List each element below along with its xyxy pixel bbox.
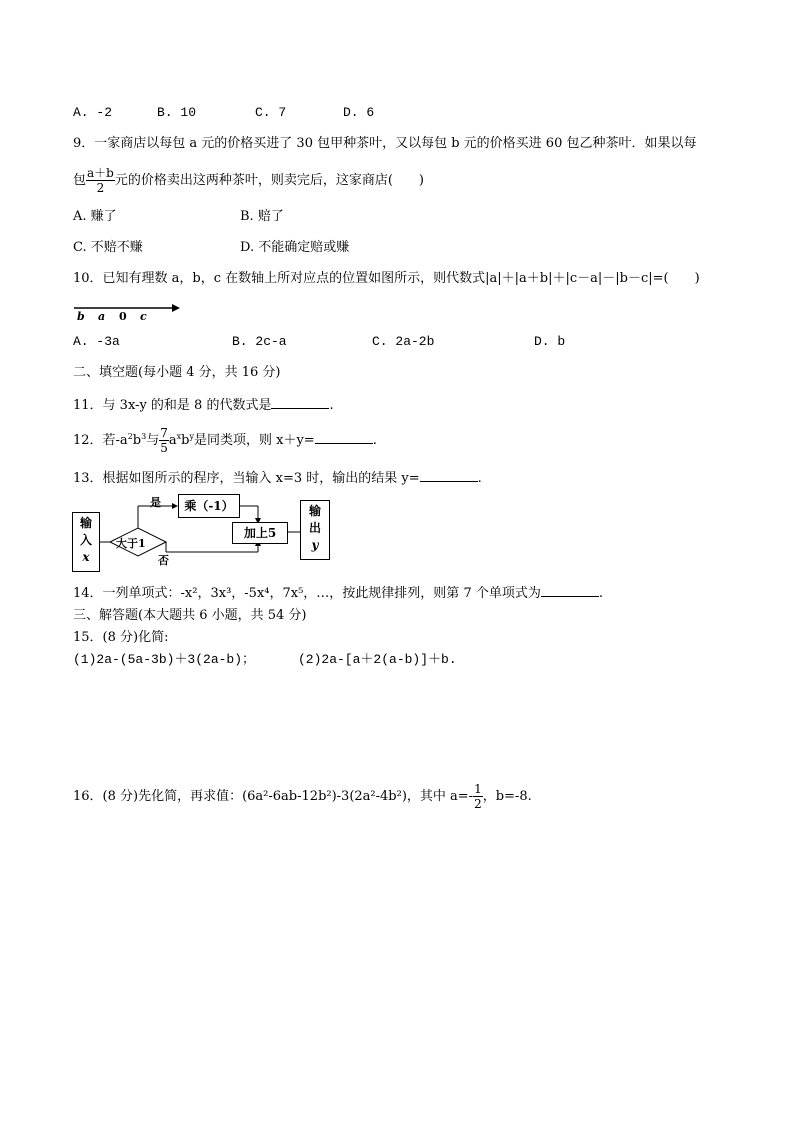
flowchart-input-box <box>72 512 100 572</box>
q16-pre: 16．(8 分)先化简，再求值：(6a²-6ab-12b²)-3(2a²-4b²)，其中 a=- <box>73 789 474 804</box>
q12-mid1: b <box>132 433 142 448</box>
q12-sup4: y <box>189 432 194 441</box>
q10-option-b: B. 2c-a <box>232 334 287 349</box>
q15-title: 15．(8 分)化简: <box>73 630 169 645</box>
flowchart-add-box: 加上5 <box>232 522 288 544</box>
q8-option-c: C. 7 <box>255 105 287 120</box>
q8-option-a: A. -2 <box>73 105 113 120</box>
q12-mid3: a <box>168 433 177 448</box>
flowchart-output-box <box>300 500 330 560</box>
q12-sup2: 3 <box>141 432 147 441</box>
q16-frac-num: 1 <box>474 782 482 796</box>
q11-line <box>73 396 334 414</box>
q16-fraction <box>473 782 483 811</box>
q12-mid4: b <box>181 433 190 448</box>
q14-answer-blank[interactable] <box>541 584 599 597</box>
q10-option-d: D. b <box>534 334 566 349</box>
output-char-1: 输 <box>308 504 321 518</box>
q11-period: . <box>329 398 334 413</box>
q8-option-b: B. 10 <box>157 105 197 120</box>
q9-pre: 包 <box>73 173 87 188</box>
q14-period: . <box>598 586 603 601</box>
q12-frac-num: 7 <box>160 426 168 440</box>
q9-option-c: C. 不赔不赚 <box>73 240 143 255</box>
q10-question: 10．已知有理数 a，b，c 在数轴上所对应点的位置如图所示，则代数式|a|＋|a＋b|＋|c－a|－|b－c|=( ) <box>73 271 700 286</box>
q9-frac-num: a＋b <box>87 166 114 180</box>
flowchart-yes-label: 是 <box>150 496 161 509</box>
q12-frac-den: 5 <box>160 441 168 455</box>
q12-sup1: 2 <box>127 432 133 441</box>
input-char-1: 输 <box>79 516 92 530</box>
q12-period: . <box>372 433 377 448</box>
q12-mid2: 与 <box>146 433 160 448</box>
q10-option-a: A. -3a <box>73 334 120 349</box>
q15-part1: (1)2a-(5a-3b)＋3(2a-b)； <box>73 652 256 667</box>
number-line-arrow <box>172 304 180 312</box>
q13-period: . <box>477 471 482 486</box>
output-var: y <box>311 538 319 552</box>
q12-sup3: x <box>176 432 182 441</box>
q9-option-a: A. 赚了 <box>73 209 117 224</box>
q12-line <box>73 424 377 458</box>
input-var: x <box>82 550 90 564</box>
q12-answer-blank[interactable] <box>315 431 373 444</box>
section3-heading: 三、解答题(本大题共 6 小题，共 54 分) <box>73 608 307 623</box>
axis-label-c: c <box>140 310 147 322</box>
q10-option-c: C. 2a-2b <box>372 334 435 349</box>
section2-heading: 二、填空题(每小题 4 分，共 16 分) <box>73 365 281 380</box>
axis-label-a: a <box>98 310 106 322</box>
q13-answer-blank[interactable] <box>420 469 478 482</box>
q15-part2: (2)2a-[a＋2(a-b)]＋b. <box>298 652 457 667</box>
output-char-2: 出 <box>308 521 321 535</box>
q9-option-b: B. 赔了 <box>240 209 284 224</box>
q9-frac-den: 2 <box>96 181 105 195</box>
number-line <box>72 300 182 322</box>
q9-question-line2 <box>73 166 424 196</box>
q11-answer-blank[interactable] <box>271 396 329 409</box>
q8-option-d: D. 6 <box>343 105 375 120</box>
axis-label-b: b <box>77 310 85 322</box>
q9-fraction <box>86 166 115 195</box>
q12-post: 是同类项，则 x＋y= <box>194 433 315 448</box>
input-char-2: 入 <box>79 533 92 547</box>
q9-question-line1: 9．一家商店以每包 a 元的价格买进了 30 包甲种茶叶，又以每包 b 元的价格买进 60 包乙种茶叶．如果以每 <box>73 136 697 151</box>
q9-option-d: D. 不能确定赔或赚 <box>240 240 350 255</box>
q16-frac-den: 2 <box>474 797 482 811</box>
flowchart-multiply-box: 乘（-1） <box>178 494 240 518</box>
axis-label-zero: 0 <box>119 310 127 322</box>
q11-text: 11．与 3x-y 的和是 8 的代数式是 <box>73 398 272 413</box>
q9-post: 元的价格卖出这两种茶叶，则卖完后，这家商店( ) <box>114 173 425 188</box>
program-flowchart <box>72 490 342 570</box>
q13-text: 13．根据如图所示的程序，当输入 x=3 时，输出的结果 y= <box>73 471 420 486</box>
q16-post: ，b=-8. <box>482 789 532 804</box>
q13-line <box>73 469 482 487</box>
q14-text: 14．一列单项式：-x²，3x³，-5x⁴，7x⁵，…，按此规律排列，则第 7 个单项式为 <box>73 586 541 601</box>
q16-line <box>73 780 532 814</box>
flowchart-no-label: 否 <box>158 554 169 567</box>
flowchart-condition: 大于1 <box>116 537 146 550</box>
q12-fraction <box>159 426 169 455</box>
q14-line <box>73 584 603 602</box>
q12-pre: 12．若-a <box>73 433 128 448</box>
